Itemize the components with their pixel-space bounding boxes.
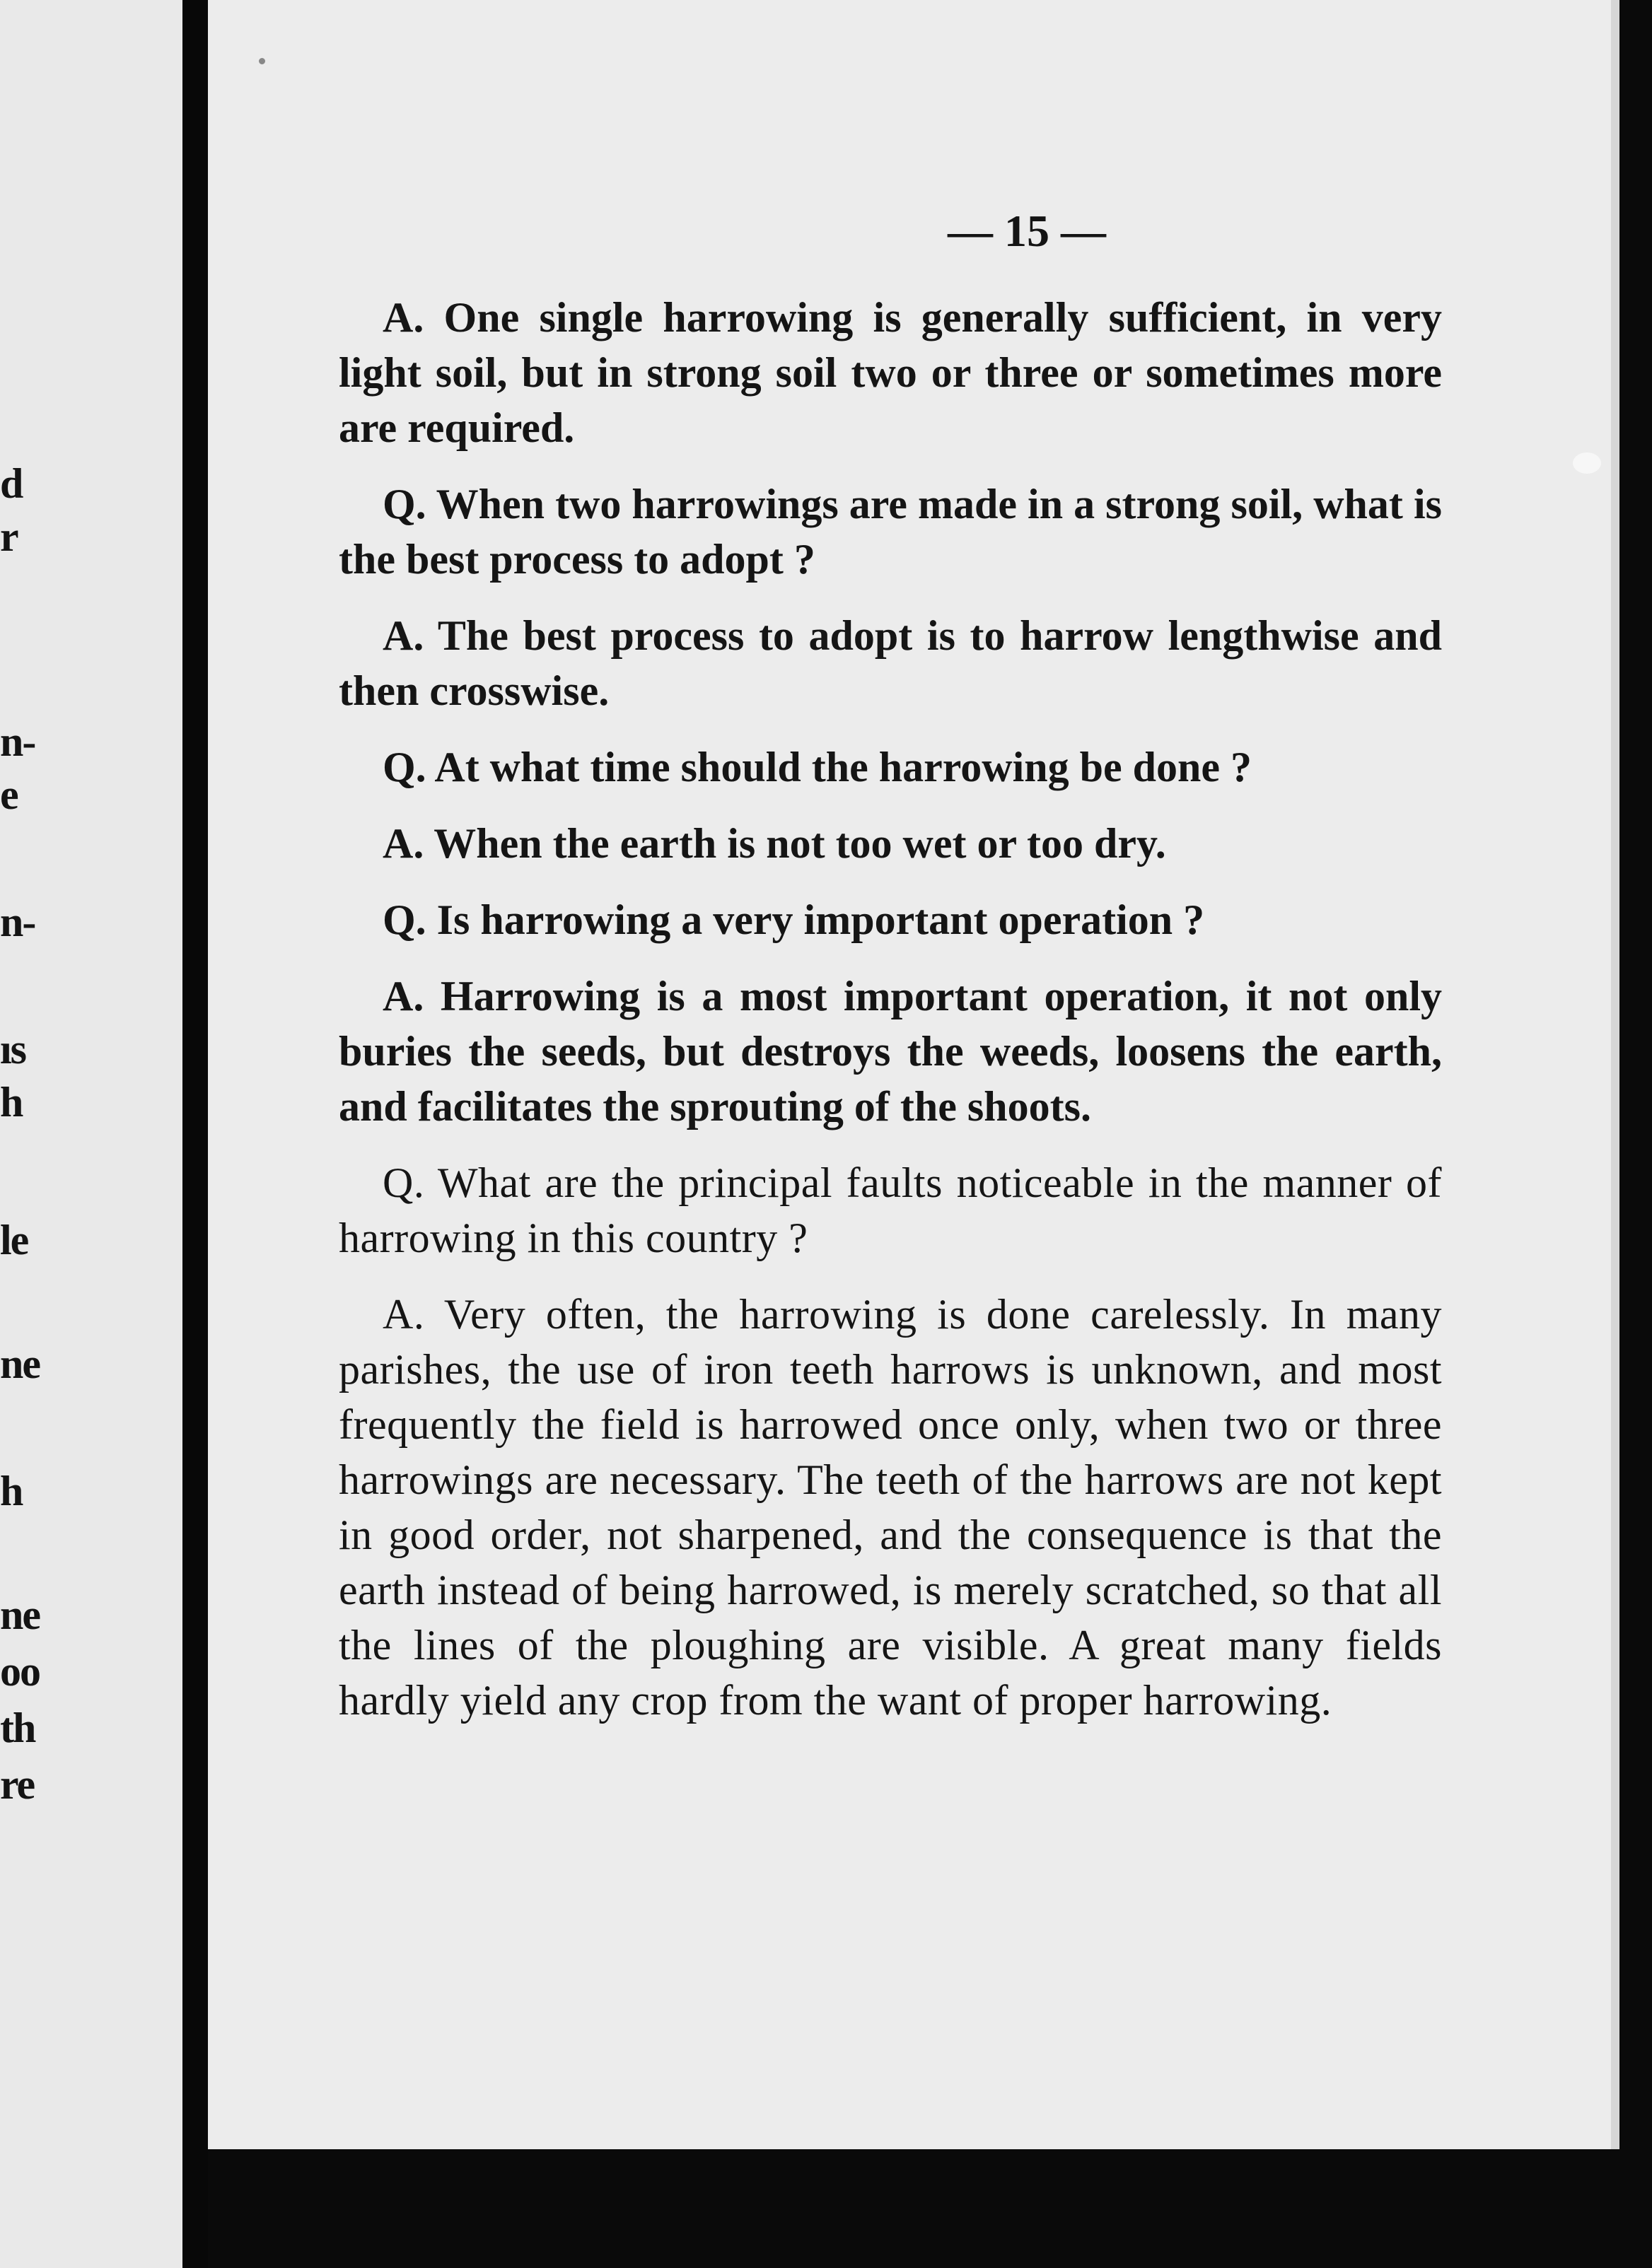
facing-page-fragment: ıs <box>0 1026 26 1072</box>
paper-speck <box>1573 452 1601 474</box>
facing-page-fragment: e <box>0 771 18 818</box>
page-number: — 15 — <box>948 206 1106 256</box>
facing-page-fragment: oo <box>0 1648 40 1695</box>
answer-paragraph: A. When the earth is not too wet or too dry. <box>383 820 1166 867</box>
facing-page-fragment: le <box>0 1217 28 1263</box>
facing-page-fragment: n- <box>0 899 35 945</box>
book-page <box>208 0 1619 2149</box>
facing-page-fragment: h <box>0 1079 23 1126</box>
page-text <box>339 290 1442 1749</box>
facing-page-fragment: n- <box>0 718 35 765</box>
question-paragraph: Q. What are the principal faults noticeable in the manner of harrowing in this country ? <box>339 1159 1442 1261</box>
question-paragraph: Q. When two harrowings are made in a strong soil, what is the best process to adopt ? <box>339 481 1442 583</box>
facing-page-fragment: th <box>0 1705 35 1751</box>
facing-page-fragment: ne <box>0 1340 40 1387</box>
book-gutter <box>182 0 208 2268</box>
answer-paragraph: A. One single harrowing is generally sufficient, in very light soil, but in strong soil two or three or sometimes more are required. <box>339 294 1442 451</box>
question-paragraph: Q. Is harrowing a very important operation ? <box>383 896 1205 943</box>
answer-paragraph: A. Very often, the harrowing is done carelessly. In many parishes, the use of iron teeth harrows is unknown, and most frequently the field is harrowed once only, when two or three harrowings are necessary. The teeth of the harrows are not kept in good order, not sharpened, and the consequence is that the earth instead of being harrowed, is merely scratched, so that all the lines of the ploughing are visible. A great many fields hardly yield any crop from the want of proper harrowing. <box>339 1291 1442 1724</box>
facing-page-fragment: d <box>0 460 23 507</box>
paper-speck <box>259 58 265 64</box>
answer-paragraph: A. The best process to adopt is to harrow lengthwise and then crosswise. <box>339 612 1442 714</box>
facing-page-fragment: h <box>0 1468 23 1514</box>
facing-page <box>0 0 182 2268</box>
facing-page-fragment: r <box>0 513 18 560</box>
page-edge <box>1611 0 1619 2149</box>
answer-paragraph: A. Harrowing is a most important operation, it not only buries the seeds, but destroys the weeds, loosens the earth, and facilitates the sprouting of the shoots. <box>339 973 1442 1130</box>
question-paragraph: Q. At what time should the harrowing be done ? <box>383 744 1252 790</box>
facing-page-fragment: ne <box>0 1591 40 1638</box>
facing-page-fragment: re <box>0 1761 35 1808</box>
